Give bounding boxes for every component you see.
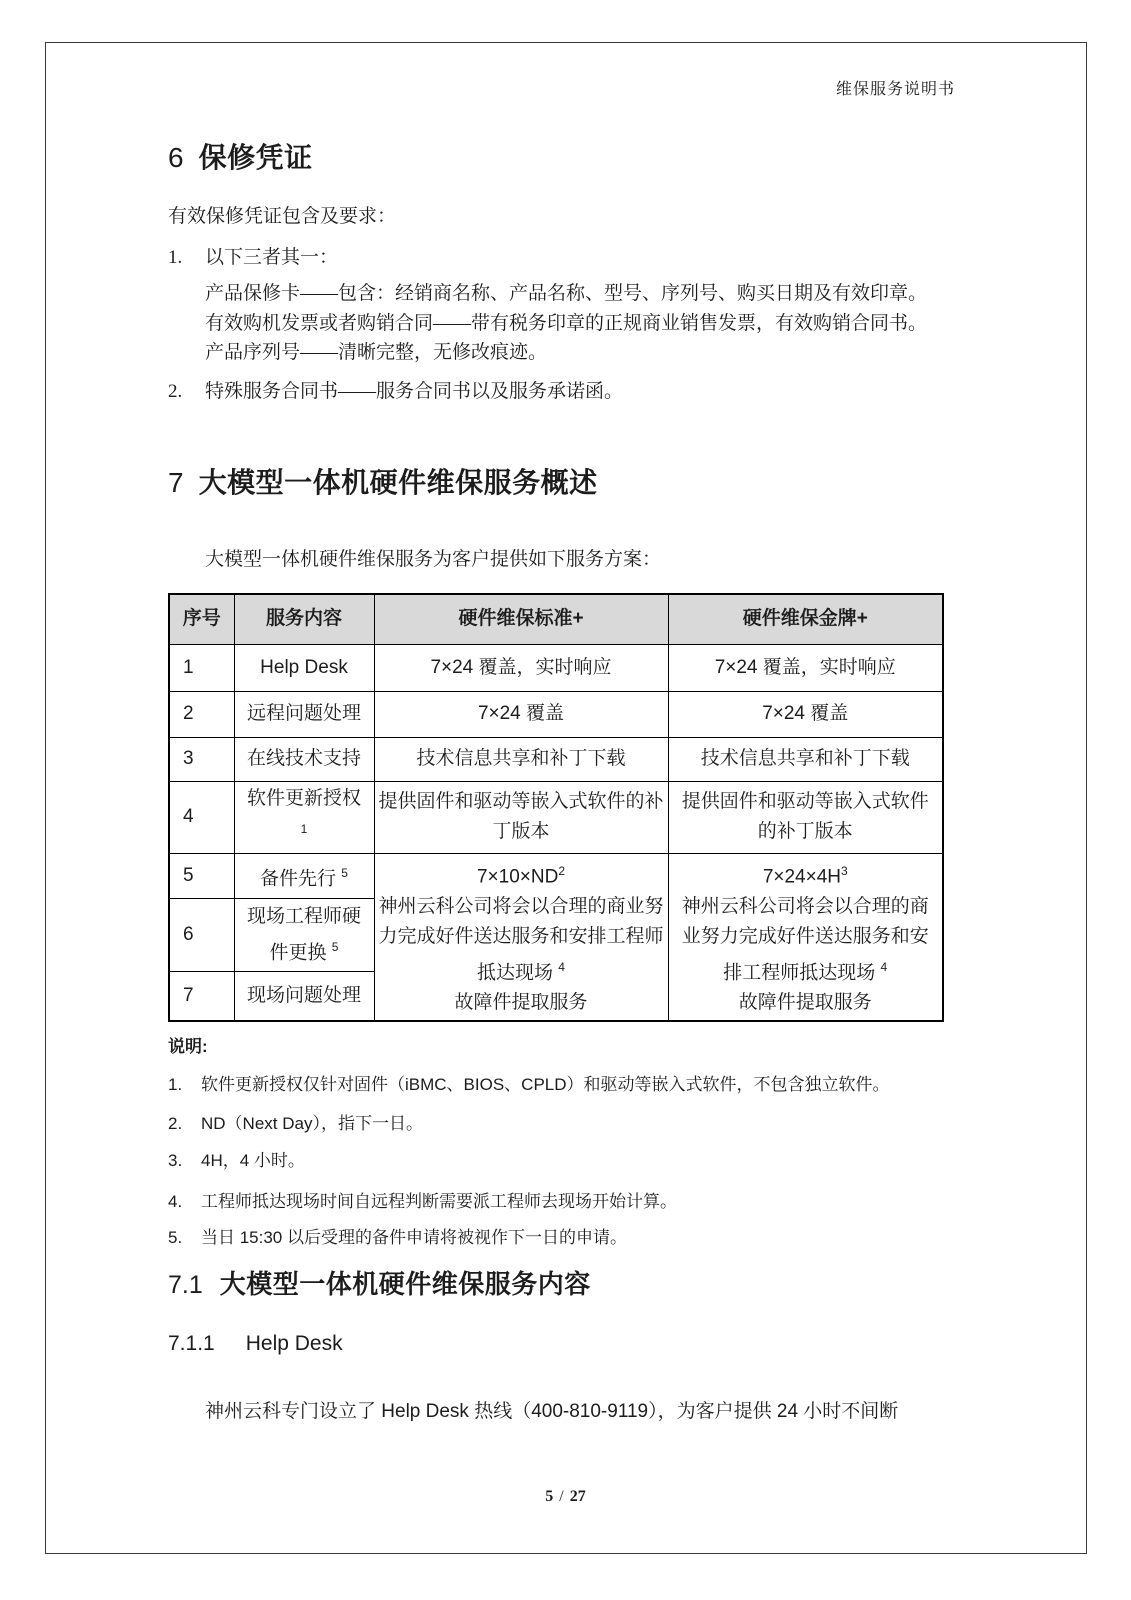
row-4-service: 软件更新授权 $^1$	[234, 781, 374, 853]
note-4: 4. 工程师抵达现场时间自远程判断需要派工程师去现场开始计算。	[168, 1192, 677, 1211]
list-item-1-subparagraph	[205, 279, 980, 368]
sub-line-1: 产品保修卡——包含：经销商名称、产品名称、型号、序列号、购买日期及有效印章。	[205, 283, 928, 304]
list-item-1-number: 1.	[168, 247, 183, 268]
section-7-1-heading	[168, 1264, 591, 1301]
section-6-number: 6	[168, 142, 184, 173]
list-item-1	[168, 242, 978, 269]
section-6-heading	[168, 136, 313, 176]
row-1-num: 1	[169, 644, 234, 691]
table-header-row	[169, 594, 943, 644]
row-3-gold: 技术信息共享和补丁下载	[668, 737, 943, 781]
note-2: 2. ND（Next Day），指下一日。	[168, 1114, 423, 1133]
row-4-num: 4	[169, 781, 234, 853]
col-header-gold: 硬件维保金牌+	[668, 594, 943, 644]
standard-sla: $7\times 10\times ND^2$	[476, 863, 566, 887]
notes-label: 说明:	[168, 1037, 208, 1056]
row-3-standard: 技术信息共享和补丁下载	[374, 737, 668, 781]
service-plan-table	[168, 593, 944, 1022]
sub-line-2: 有效购机发票或者购销合同——带有税务印章的正规商业销售发票，有效购销合同书。	[205, 312, 928, 334]
section-6-title: 保修凭证	[198, 142, 313, 173]
row-4-service-footnote: 1	[300, 821, 308, 836]
merged-gold-cell	[668, 853, 943, 1021]
page-footer	[0, 1488, 1131, 1506]
page-header-title: 维保服务说明书	[835, 81, 955, 98]
row-2-service: 远程问题处理	[234, 691, 374, 737]
note-3: 3. 4H，4 小时。	[168, 1151, 305, 1170]
section-7-1-title: 大模型一体机硬件维保服务内容	[219, 1269, 591, 1299]
row-5-service: 备件先行 $^5$	[234, 853, 374, 899]
section-6-intro: 有效保修凭证包含及要求：	[168, 206, 397, 227]
table-row	[169, 781, 943, 853]
note-5: 5. 当日 15:30 以后受理的备件申请将被视作下一日的申请。	[168, 1228, 627, 1247]
section-7-1-1-number: 7.1.1	[168, 1332, 215, 1355]
gold-sla-detail: 神州云科公司将会以合理的商业努力完成好件送达服务和安排工程师抵达现场 $^4$	[681, 895, 929, 984]
row-6-num: 6	[169, 899, 234, 972]
row-3-num: 3	[169, 737, 234, 781]
list-item-2-text: 特殊服务合同书——服务合同书以及服务承诺函。	[205, 381, 624, 402]
merged-standard-cell	[374, 853, 668, 1021]
list-item-2	[168, 376, 978, 403]
gold-sla: $7\times 24\times 4H^3$	[762, 863, 848, 887]
standard-sla-detail: 神州云科公司将会以合理的商业努力完成好件送达服务和安排工程师抵达现场 $^4$	[378, 895, 664, 984]
row-4-gold: 提供固件和驱动等嵌入式软件的补丁版本	[668, 781, 943, 853]
helpdesk-paragraph: 神州云科专门设立了 Help Desk 热线（400-810-9119），为客户提供 24 小时不间断	[205, 1401, 899, 1422]
row-2-standard: 7×24 覆盖	[374, 691, 668, 737]
gold-sla-tail: 故障件提取服务	[738, 992, 872, 1014]
section-7-heading	[168, 461, 598, 501]
note-1: 1. 软件更新授权仅针对固件（iBMC、BIOS、CPLD）和驱动等嵌入式软件，不包含独立软件。	[168, 1075, 890, 1094]
col-header-service: 服务内容	[234, 594, 374, 644]
row-2-num: 2	[169, 691, 234, 737]
row-2-gold: 7×24 覆盖	[668, 691, 943, 737]
row-6-service-footnote: 5	[331, 939, 339, 954]
table-row	[169, 644, 943, 691]
row-5-num: 5	[169, 853, 234, 899]
row-7-service: 现场问题处理	[234, 971, 374, 1021]
col-header-index: 序号	[169, 594, 234, 644]
row-7-num: 7	[169, 971, 234, 1021]
section-7-title: 大模型一体机硬件维保服务概述	[198, 467, 598, 498]
row-6-service: 现场工程师硬件更换 $^5$	[234, 899, 374, 972]
table-row	[169, 691, 943, 737]
list-item-1-text: 以下三者其一：	[205, 247, 339, 268]
section-7-intro: 大模型一体机硬件维保服务为客户提供如下服务方案：	[205, 549, 662, 570]
row-3-service: 在线技术支持	[234, 737, 374, 781]
row-1-service: Help Desk	[234, 644, 374, 691]
section-7-1-1-heading	[168, 1332, 343, 1356]
footer-separator: /	[559, 1488, 564, 1505]
footer-total-pages: 27	[569, 1488, 586, 1505]
table-row	[169, 853, 943, 899]
sub-line-3: 产品序列号——清晰完整，无修改痕迹。	[205, 342, 548, 363]
row-1-gold: 7×24 覆盖，实时响应	[668, 644, 943, 691]
row-1-standard: 7×24 覆盖，实时响应	[374, 644, 668, 691]
col-header-standard: 硬件维保标准+	[374, 594, 668, 644]
standard-sla-tail: 故障件提取服务	[454, 992, 588, 1014]
footer-current-page: 5	[545, 1488, 554, 1505]
section-7-1-number: 7.1	[168, 1271, 203, 1299]
row-4-standard: 提供固件和驱动等嵌入式软件的补丁版本	[374, 781, 668, 853]
row-5-service-footnote: 5	[341, 865, 348, 880]
list-item-2-number: 2.	[168, 381, 183, 402]
section-7-number: 7	[168, 467, 184, 498]
table-row	[169, 737, 943, 781]
section-7-1-1-title: Help Desk	[245, 1332, 343, 1355]
